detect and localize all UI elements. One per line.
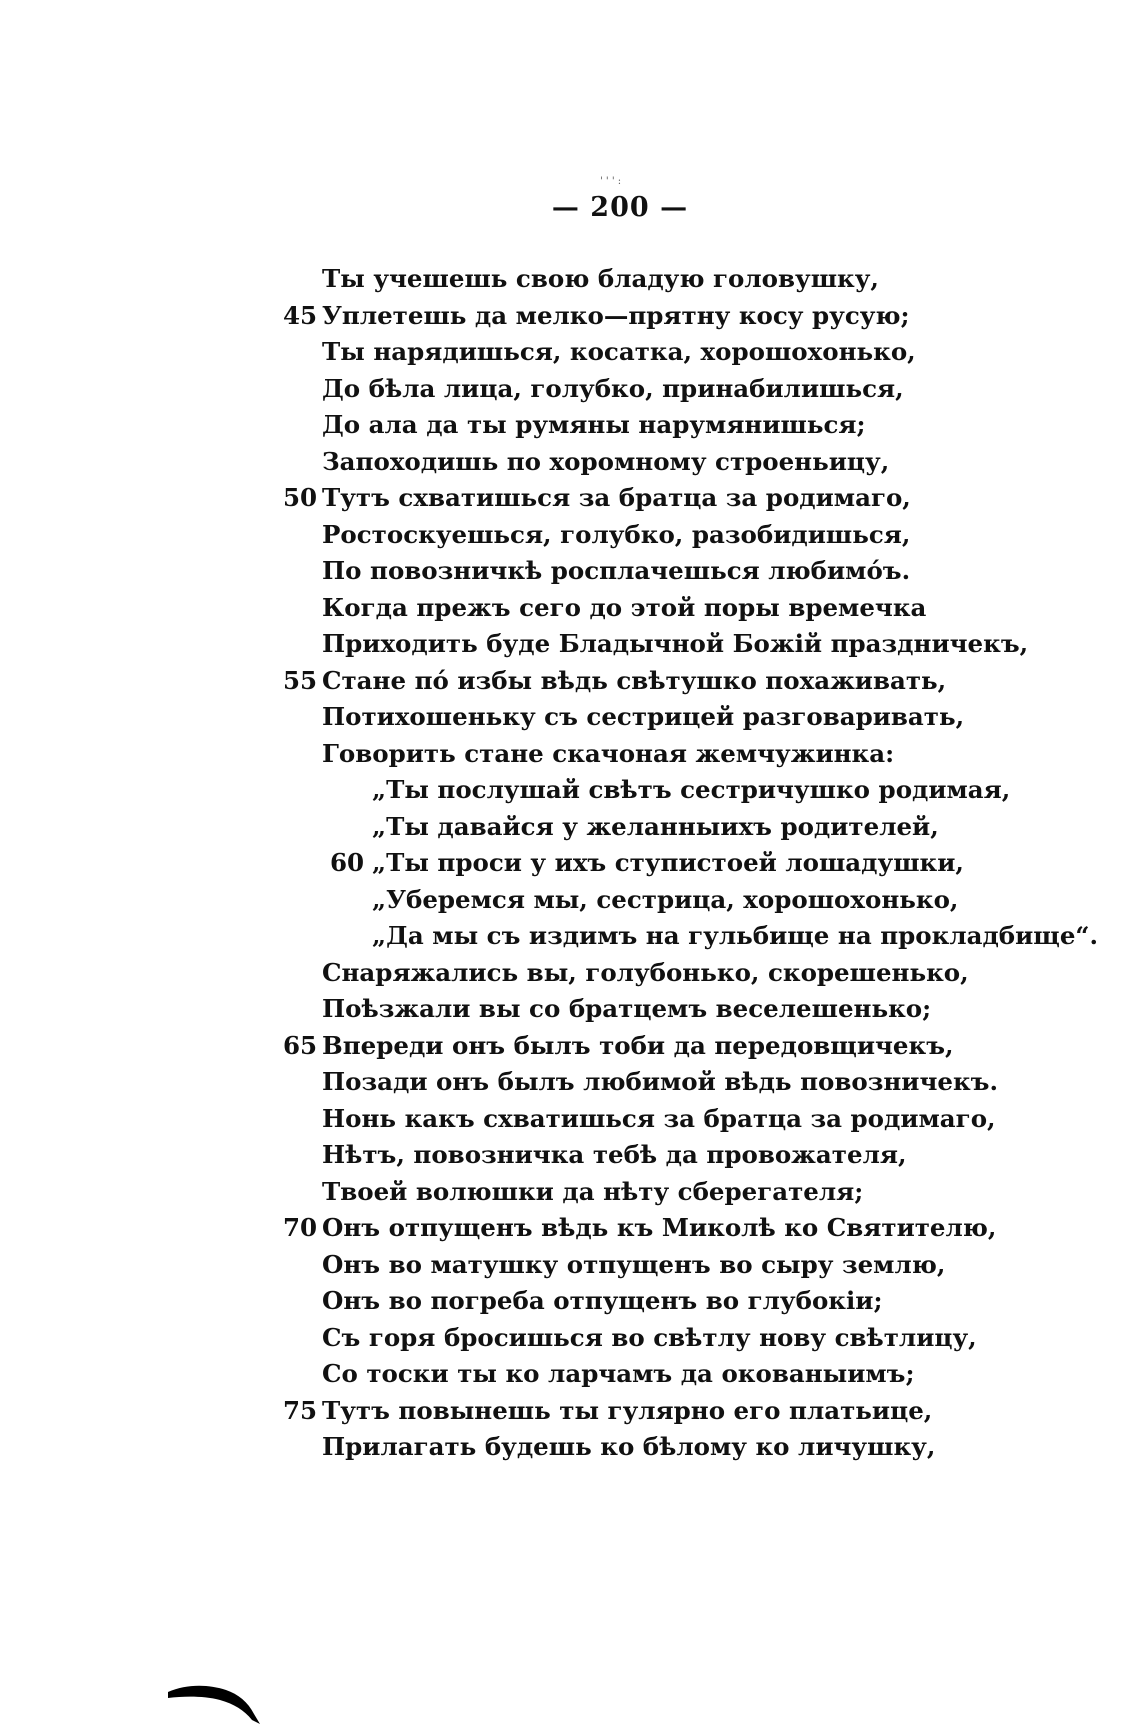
poem-line — [0, 1356, 1140, 1393]
poem-line — [0, 663, 1140, 700]
line-text: Запоходишь по хоромному строеньицу, — [322, 446, 890, 476]
line-text: Позади онъ былъ любимой вѣдь повозничекъ. — [322, 1067, 998, 1096]
line-text: Стане по́ избы вѣдь свѣтушко похаживать, — [322, 665, 947, 695]
poem-line — [0, 444, 1140, 481]
line-number: 55 — [283, 665, 318, 695]
poem-line — [0, 882, 1140, 919]
poem-line — [0, 955, 1140, 992]
line-text: Приходить буде Бладычной Божій праздничекъ, — [322, 629, 1029, 658]
line-text: Онъ во погреба отпущенъ во глубокіи; — [322, 1286, 883, 1315]
line-text: Поѣзжали вы со братцемъ веселешенько; — [322, 994, 932, 1023]
poem-line — [0, 1174, 1140, 1211]
poem-line — [0, 1247, 1140, 1284]
line-number: 45 — [283, 300, 318, 330]
line-number: 65 — [283, 1030, 318, 1060]
poem-line — [0, 845, 1140, 882]
line-text: До бѣла лица, голубко, принабилишься, — [322, 373, 904, 403]
line-text: „Уберемся мы, сестрица, хорошохонько, — [372, 884, 959, 914]
poem-line — [0, 626, 1140, 663]
line-text: Со тоски ты ко ларчамъ да окованыимъ; — [322, 1359, 915, 1388]
line-text: Съ горя бросишься во свѣтлу нову свѣтлицу, — [322, 1322, 977, 1352]
line-text: До ала да ты румяны нарумянишься; — [322, 410, 866, 439]
poem-line — [0, 991, 1140, 1028]
poem-line — [0, 261, 1140, 298]
poem-line — [0, 1137, 1140, 1174]
poem-line — [0, 553, 1140, 590]
line-text: Ты нарядишься, косатка, хорошохонько, — [322, 337, 916, 366]
poem-line — [0, 772, 1140, 809]
poem-line — [0, 699, 1140, 736]
line-text: Нонь какъ схватишься за братца за родимаго, — [322, 1103, 996, 1133]
line-text: „Ты давайся у желанныихъ родителей, — [372, 811, 939, 841]
line-number: 70 — [283, 1213, 318, 1242]
line-text: Ты учешешь свою бладую головушку, — [322, 264, 879, 293]
line-number: 60 — [330, 848, 365, 877]
line-text: Потихошеньку съ сестрицей разговаривать, — [322, 702, 965, 731]
poem-line — [0, 1393, 1140, 1430]
line-text: Когда прежъ сего до этой поры времечка — [322, 592, 927, 622]
line-text: Говорить стане скачоная жемчужинка: — [322, 738, 895, 768]
line-text: Тутъ повынешь ты гулярно его платьице, — [322, 1395, 933, 1425]
poem-line — [0, 736, 1140, 773]
poem-body — [0, 261, 1140, 1466]
poem-line — [0, 809, 1140, 846]
poem-line — [0, 1283, 1140, 1320]
line-text: По повозничкѣ росплачешься любимо́ъ. — [322, 556, 911, 585]
line-text: Уплетешь да мелко—прятну косу русую; — [322, 300, 910, 330]
line-text: „Да мы съ издимъ на гульбище на прокладбище“. — [372, 921, 1099, 950]
line-text: Тутъ схватишься за братца за родимаго, — [322, 483, 911, 512]
line-text: „Ты проси у ихъ ступистоей лошадушки, — [372, 848, 964, 877]
poem-line — [0, 1320, 1140, 1357]
print-specks: ' ' ' : — [600, 176, 622, 187]
line-number: 75 — [283, 1395, 318, 1425]
poem-line — [0, 371, 1140, 408]
page-number: — 200 — — [551, 192, 689, 223]
poem-line — [0, 1429, 1140, 1466]
poem-line — [0, 334, 1140, 371]
ink-smudge — [168, 1684, 260, 1726]
poem-line — [0, 407, 1140, 444]
line-text: Онъ во матушку отпущенъ во сыру землю, — [322, 1249, 946, 1279]
line-text: Снаряжались вы, голубонько, скорешенько, — [322, 957, 969, 987]
line-text: Ростоскуешься, голубко, разобидишься, — [322, 519, 911, 549]
poem-line — [0, 918, 1140, 955]
poem-line — [0, 1101, 1140, 1138]
poem-line — [0, 517, 1140, 554]
line-text: „Ты послушай свѣтъ сестричушко родимая, — [372, 775, 1011, 804]
line-text: Впереди онъ былъ тоби да передовщичекъ, — [322, 1030, 954, 1060]
line-text: Нѣтъ, повозничка тебѣ да провожателя, — [322, 1140, 907, 1169]
line-text: Твоей волюшки да нѣту сберегателя; — [322, 1176, 864, 1206]
poem-line — [0, 1064, 1140, 1101]
poem-line — [0, 590, 1140, 627]
poem-line — [0, 298, 1140, 335]
line-text: Прилагать будешь ко бѣлому ко личушку, — [322, 1432, 936, 1461]
poem-line — [0, 480, 1140, 517]
poem-line — [0, 1028, 1140, 1065]
poem-line — [0, 1210, 1140, 1247]
line-text: Онъ отпущенъ вѣдь къ Миколѣ ко Святителю, — [322, 1213, 997, 1242]
line-number: 50 — [283, 483, 318, 512]
